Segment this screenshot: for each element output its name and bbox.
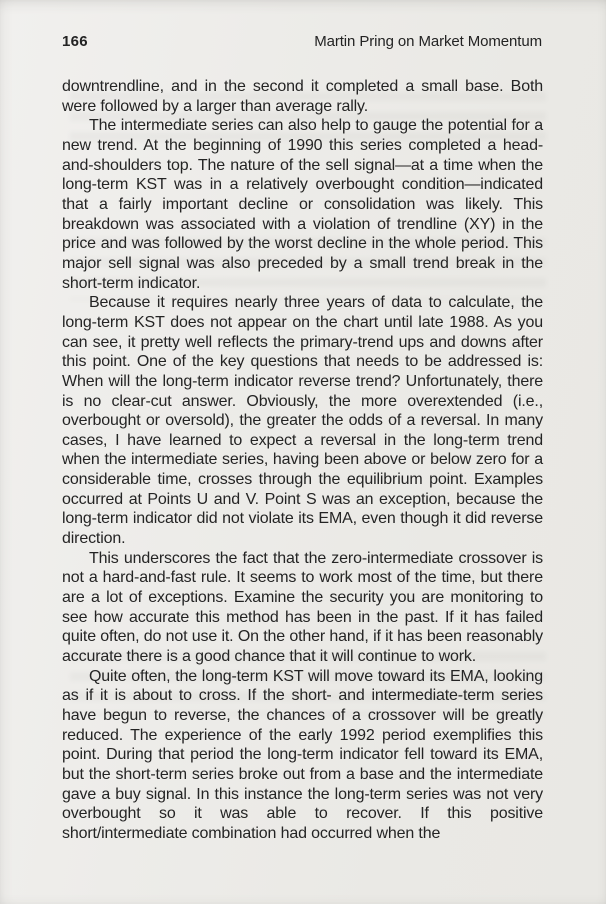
page-header <box>62 33 542 50</box>
page-number: 166 <box>62 33 88 50</box>
paragraph-1: downtrendline, and in the second it completed a small base. Both were followed by a larger than average rally. <box>62 78 543 115</box>
paragraph-5: Quite often, the long-term KST will move toward its EMA, looking as if it is about to cross. If the short- and intermediate-term series have begun to reverse, the chances of a crossover will be greatly reduced. The experience of the early 1992 period exemplifies this point. During that period the long-term indicator fell toward its EMA, but the short-term series broke out from a base and the intermediate gave a buy signal. In this instance the long-term series was not very overbought so it was able to recover. If this positive short/intermediate combination had occurred when the <box>62 667 543 842</box>
body-text <box>62 77 543 844</box>
running-title: Martin Pring on Market Momentum <box>314 33 542 50</box>
paragraph-3: Because it requires nearly three years of data to calculate, the long-term KST does not appear on the chart until late 1988. As you can see, it pretty well reflects the primary-trend ups and downs after this point. One of the key questions that needs to be addressed is: When will the long-term indicator reverse trend? Unfortunately, there is no clear-cut answer. Obviously, the more overextended (i.e., overbought or oversold), the greater the odds of a reversal. In many cases, I have learned to expect a reversal in the long-term trend when the intermediate series, having been above or below zero for a considerable time, crosses through the equilibrium point. Examples occurred at Points U and V. Point S was an exception, because the long-term indicator did not violate its EMA, even though it did reverse direction. <box>62 294 543 548</box>
paragraph-2: The intermediate series can also help to gauge the potential for a new trend. At the beginning of 1990 this series completed a head-and-shoulders top. The nature of the sell signal—at a time when the long-term KST was in a relatively overbought condition—indicated that a fairly important decline or consolidation was likely. This breakdown was associated with a violation of trendline (XY) in the price and was followed by the worst decline in the whole period. This major sell signal was also preceded by a small trend break in the short-term indicator. <box>62 117 543 292</box>
paragraph-4: This underscores the fact that the zero-intermediate crossover is not a hard-and-fast rule. It seems to work most of the time, but there are a lot of exceptions. Examine the security you are monitoring to see how accurate this method has been in the past. If it has failed quite often, do not use it. On the other hand, if it has been reasonably accurate there is a good chance that it will continue to work. <box>62 549 543 666</box>
